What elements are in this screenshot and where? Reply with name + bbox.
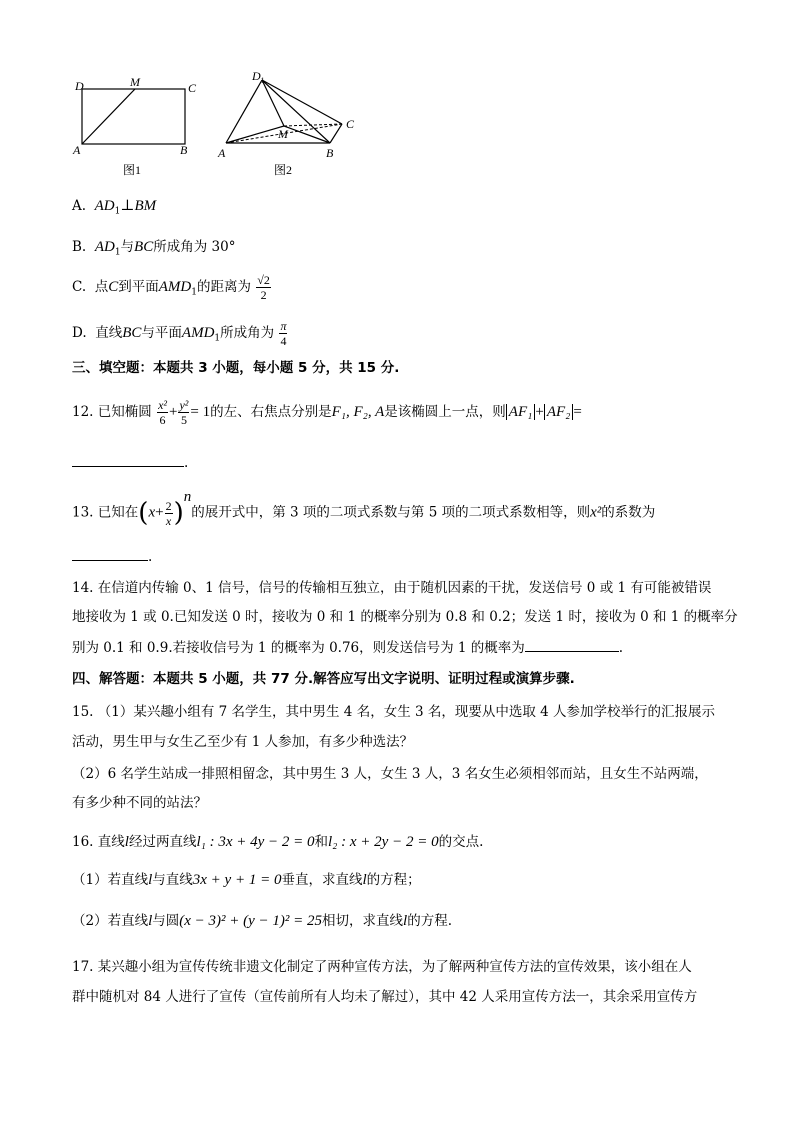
section-3-heading: 三、填空题：本题共 3 小题，每小题 5 分，共 15 分. [72, 360, 400, 376]
label-a: A [73, 143, 81, 157]
label-m2: M [278, 127, 288, 141]
label-b2: B [326, 146, 334, 160]
question-12: 12. 已知椭圆 $\frac{\text{x²}}{6}$ + $\frac{\text{y²}}{5}$ = 1的左、右焦点分别是F₁, F₂, A是该椭圆上一点，则 AF₁ + AF₂ = [72, 398, 582, 427]
answer-blank-12[interactable] [72, 452, 184, 467]
label-d: D [75, 79, 84, 93]
question-12-answer-line: . [72, 452, 188, 473]
label-c2: C [346, 117, 355, 131]
label-a2: A [218, 146, 226, 160]
question-14-line-1: 14. 在信道内传输 0、1 信号，信号的传输相互独立，由于随机因素的干扰，发送信号 0 或 1 有可能被错误 [72, 580, 712, 596]
question-16: 16. 直线l经过两直线l₁ : 3x + 4y − 2 = 0和l₂ : x + 2y − 2 = 0的交点. [72, 834, 484, 850]
fraction-sqrt2-over-2: $\frac{√2}{2}$ [257, 273, 270, 302]
segment-am [82, 89, 135, 144]
figure-2 [212, 66, 372, 180]
option-a: A. $AD_1\perp BM$ [72, 198, 157, 217]
option-d: D. 直线BC与平面$AMD_1$所成角为 $\frac{\pi}{4}$ [72, 319, 287, 348]
question-15-line-1: 15. （1）某兴趣小组有 7 名学生，其中男生 4 名，女生 3 名，现要从中选取 4 人参加学校举行的汇报展示 [72, 704, 716, 720]
option-c: C. 点C到平面$AMD_1$的距离为 $\frac{√2}{2}$ [72, 273, 270, 302]
label-b: B [180, 143, 188, 157]
question-15-line-4: 有多少种不同的站法？ [72, 795, 207, 811]
question-13-answer-line: . [72, 546, 152, 567]
label-c: C [188, 81, 197, 95]
option-b: B. $AD_1$与BC所成角为 30° [72, 239, 236, 258]
question-15-line-3: （2）6 名学生站成一排照相留念，其中男生 3 人，女生 3 人，3 名女生必须相邻而站，且女生不站两端， [72, 766, 708, 782]
question-16-part-2: （2）若直线l与圆(x − 3)² + (y − 1)² = 25相切，求直线l的方程. [72, 913, 453, 929]
answer-blank-14[interactable] [525, 637, 619, 652]
label-d1: $D_1$ [252, 69, 265, 85]
figure-1 [70, 74, 210, 180]
question-13: 13. 已知在(x+ $\frac{2}{x}$ )$^n$的展开式中，第 3 项的二项式系数与第 5 项的二项式系数相等，则x²的系数为 [72, 489, 656, 528]
question-14-line-2: 地接收为 1 或 0.已知发送 0 时，接收为 0 和 1 的概率分别为 0.8 和 0.2；发送 1 时，接收为 0 和 1 的概率分 [72, 609, 738, 625]
question-15-line-2: 活动，男生甲与女生乙至少有 1 人参加，有多少种选法？ [72, 734, 414, 750]
answer-blank-13[interactable] [72, 546, 148, 561]
label-m: M [130, 75, 140, 89]
question-14-line-3: 别为 0.1 和 0.9.若接收信号为 1 的概率为 0.76，则发送信号为 1 的概率为 . [72, 637, 623, 658]
fraction-pi-over-4: $\frac{\pi}{4}$ [280, 319, 287, 348]
figure-2-caption: 图2 [274, 163, 293, 177]
section-4-heading: 四、解答题：本题共 5 小题，共 77 分.解答应写出文字说明、证明过程或演算步骤. [72, 671, 575, 687]
figure-1-caption: 图1 [123, 163, 142, 177]
rectangle-abcd [82, 89, 185, 144]
question-17-line-1: 17. 某兴趣小组为宣传传统非遗文化制定了两种宣传方法，为了解两种宣传方法的宣传效果，该小组在人 [72, 959, 692, 975]
question-17-line-2: 群中随机对 84 人进行了宣传（宣传前所有人均未了解过），其中 42 人采用宣传方法一，其余采用宣传方 [72, 989, 698, 1005]
question-16-part-1: （1）若直线l与直线3x + y + 1 = 0垂直，求直线l的方程； [72, 872, 421, 888]
